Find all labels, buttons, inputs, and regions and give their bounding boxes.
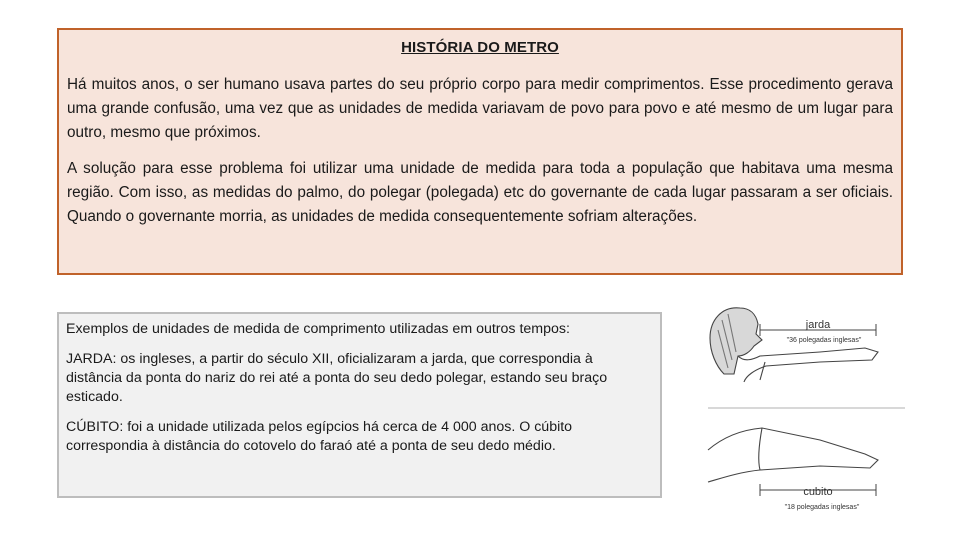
cubito-figure [708,428,878,482]
history-box [57,28,903,275]
jarda-figure [710,308,878,382]
examples-box [57,312,662,498]
history-title: HISTÓRIA DO METRO [401,39,559,56]
jarda-sublabel: "36 polegadas inglesas" [786,337,862,344]
history-paragraph-1: Há muitos anos, o ser humano usava partes do seu próprio corpo para medir comprimentos. Esse procedimento gerava uma grande confusão, uma vez que as unidades de medida variavam de povo para povo e até mesmo de um lugar para outro, mesmo que próximos. [67,76,893,141]
jarda-label: jarda [805,319,831,331]
cubito-description: CÚBITO: foi a unidade utilizada pelos egípcios há cerca de 4 000 anos. O cúbito correspondia à distância do cotovelo do faraó até a ponta de seu dedo médio. [66,419,573,454]
cubito-label: cubito [803,486,833,498]
examples-intro: Exemplos de unidades de medida de comprimento utilizadas em outros tempos: [66,321,570,337]
measurement-illustration [700,290,910,530]
cubito-sublabel: "18 polegadas inglesas" [784,504,860,511]
jarda-description: JARDA: os ingleses, a partir do século XII, oficializaram a jarda, que correspondia à distância da ponta do nariz do rei até a ponta do seu dedo polegar, estando seu braço esticado. [66,351,608,405]
history-paragraph-2: A solução para esse problema foi utilizar uma unidade de medida para toda a população que habitava uma mesma região. Com isso, as medidas do palmo, do polegar (polegada) etc do governante de cada lugar passaram a ser oficiais. Quando o governante morria, as unidades de medida consequentemente sofriam alterações. [67,160,893,225]
